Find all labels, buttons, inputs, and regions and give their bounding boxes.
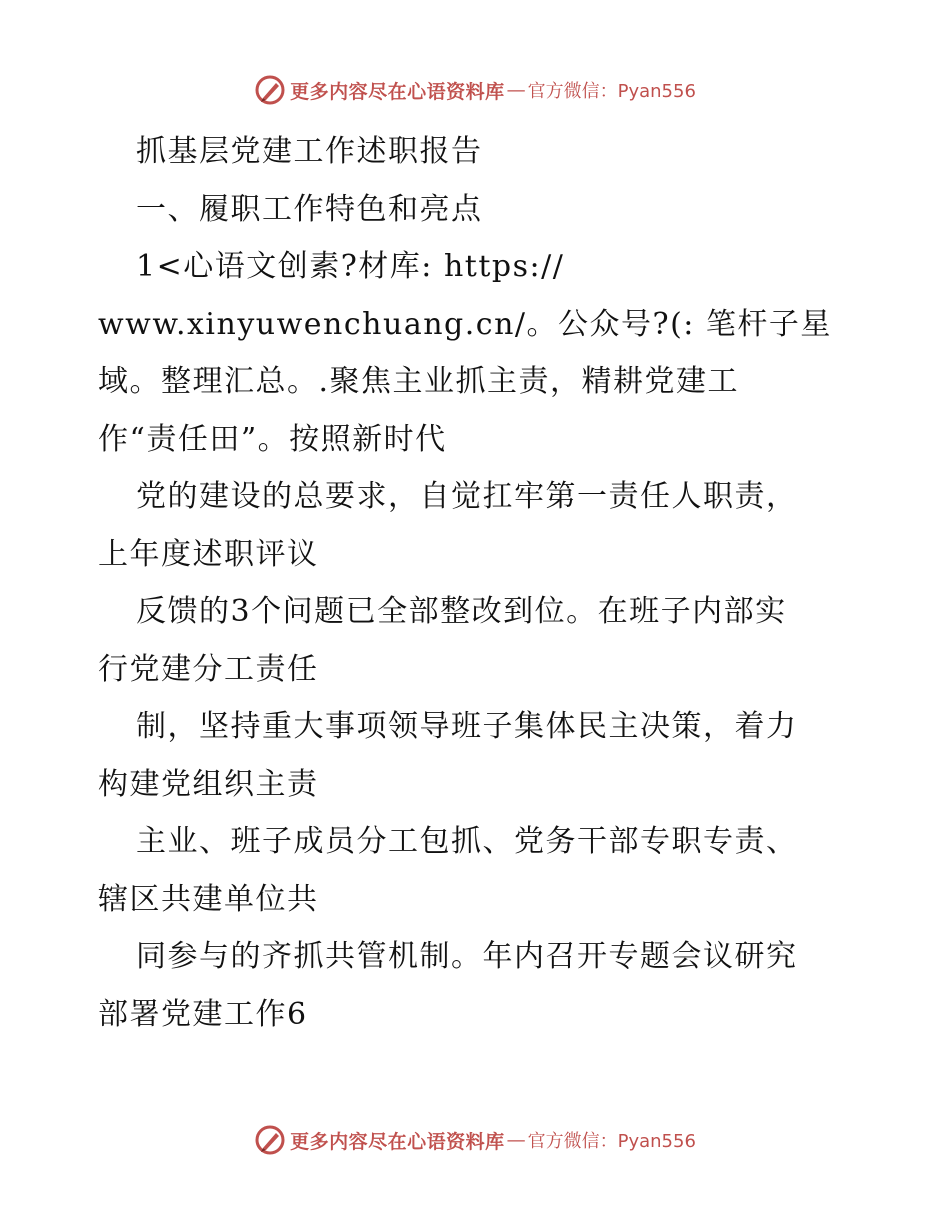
paragraph-line: 作“责任田”。按照新时代 (98, 421, 447, 457)
paragraph-line: 行党建分工责任 (98, 651, 319, 687)
pen-logo-icon (254, 74, 286, 106)
paragraph-line: 反馈的3个问题已全部整改到位。在班子内部实 (136, 594, 787, 629)
document-body (98, 123, 868, 1043)
header-banner (0, 70, 950, 110)
paragraph-line: 域。整理汇总。.聚焦主业抓主责，精耕党建工 (98, 364, 740, 399)
paragraph-line: 上年度述职评议 (98, 536, 319, 572)
banner-wechat: 官方微信：Pyan556 (527, 81, 696, 102)
banner-dash: — (506, 1129, 526, 1151)
footer-banner (0, 1120, 950, 1160)
document-title: 抓基层党建工作述职报告 (136, 134, 483, 169)
banner-dash: — (506, 79, 526, 101)
paragraph-line: 制，坚持重大事项领导班子集体民主决策，着力 (136, 709, 798, 744)
banner-title: 更多内容尽在心语资料库 (290, 1130, 505, 1153)
banner-wechat: 官方微信：Pyan556 (527, 1131, 696, 1152)
paragraph-line: 1<心语文创素?材库: https:// (136, 249, 565, 284)
section-heading: 一、履职工作特色和亮点 (136, 191, 483, 227)
paragraph-line: 构建党组织主责 (98, 766, 319, 802)
paragraph-line: 同参与的齐抓共管机制。年内召开专题会议研究 (136, 939, 798, 974)
paragraph-line: 主业、班子成员分工包抓、党务干部专职专责、 (136, 824, 798, 859)
pen-logo-icon (254, 1124, 286, 1156)
paragraph-line: 部署党建工作6 (98, 996, 308, 1032)
paragraph-line: 党的建设的总要求，自觉扛牢第一责任人职责， (136, 479, 798, 514)
paragraph-line: 辖区共建单位共 (98, 881, 319, 917)
paragraph-line: www.xinyuwenchuang.cn/。公众号?(: 笔杆子星 (98, 306, 832, 342)
banner-title: 更多内容尽在心语资料库 (290, 80, 505, 103)
